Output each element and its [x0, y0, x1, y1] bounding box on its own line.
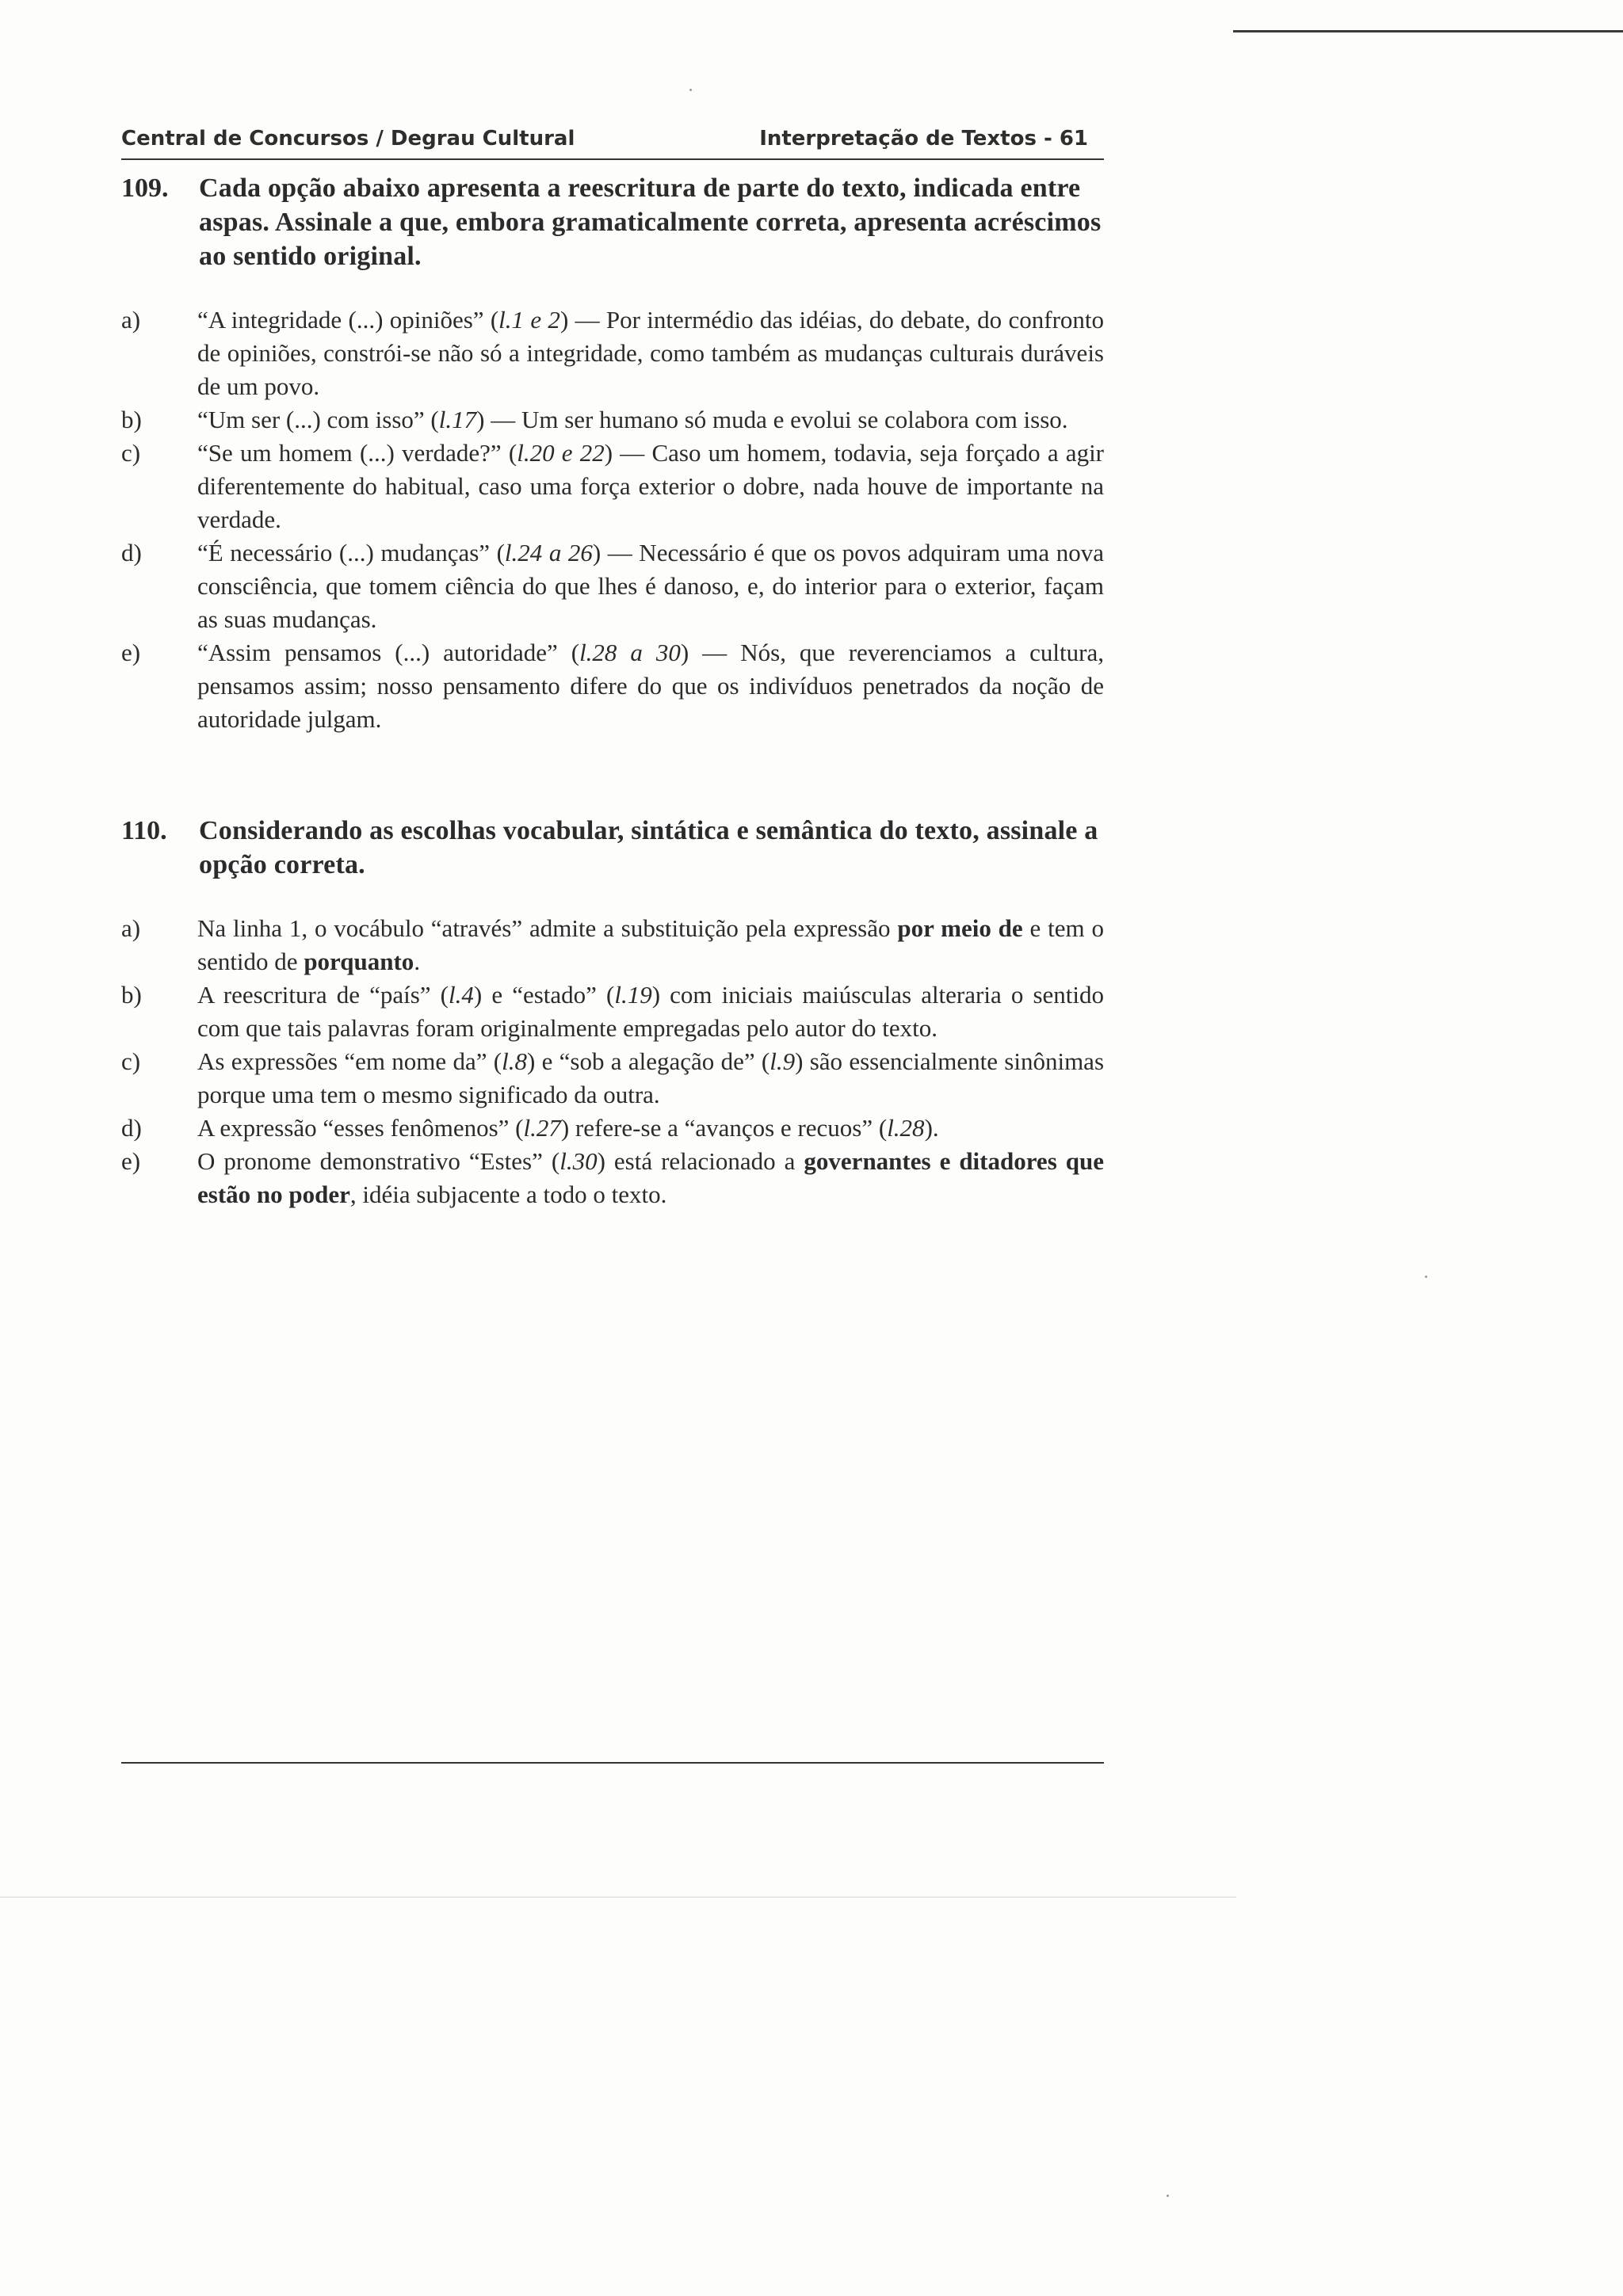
page-header	[121, 127, 1104, 160]
bold-term: governantes e ditadores que estão no poder	[197, 1147, 1104, 1208]
option-c	[121, 1045, 1104, 1112]
option-text: “Assim pensamos (...) autoridade” (l.28 a 30) — Nós, que reverenciamos a cultura, pensamos assim; nosso pensamento difere do que os indivíduos penetrados da noção de autoridade julgam.	[197, 639, 1104, 733]
option-a	[121, 303, 1104, 403]
line-reference: l.9	[769, 1047, 796, 1075]
line-reference: l.8	[502, 1047, 527, 1075]
option-text: “Um ser (...) com isso” (l.17) — Um ser humano só muda e evolui se colabora com isso.	[197, 406, 1068, 433]
option-letter: a)	[121, 914, 141, 942]
option-letter: c)	[121, 1047, 141, 1075]
option-e	[121, 1145, 1104, 1211]
line-reference: l.28 a 30	[579, 639, 681, 666]
option-d	[121, 1112, 1104, 1145]
option-text: “Se um homem (...) verdade?” (l.20 e 22) — Caso um homem, todavia, seja forçado a agir diferentemente do habitual, caso uma força exterior o dobre, nada houve de importante na verdade.	[197, 439, 1105, 533]
option-text: O pronome demonstrativo “Estes” (l.30) está relacionado a governantes e ditadores que estão no poder, idéia subjacente a todo o texto.	[197, 1147, 1104, 1208]
scan-speck	[689, 89, 692, 91]
line-reference: l.28	[887, 1114, 925, 1142]
option-c	[121, 437, 1104, 536]
options-list	[121, 912, 1104, 1211]
option-letter: e)	[121, 639, 141, 666]
option-letter: d)	[121, 1114, 142, 1142]
question-109	[121, 171, 1104, 736]
option-d	[121, 536, 1104, 636]
scan-speck	[1425, 1276, 1427, 1278]
option-b	[121, 978, 1104, 1045]
line-reference: l.27	[523, 1114, 561, 1142]
option-letter: c)	[121, 439, 141, 467]
option-letter: b)	[121, 406, 142, 433]
bold-term: por meio de	[897, 914, 1023, 942]
line-reference: l.24 a 26	[504, 539, 593, 566]
line-reference: l.4	[449, 981, 474, 1009]
option-letter: b)	[121, 981, 142, 1009]
line-reference: l.20 e 22	[517, 439, 605, 467]
question-prompt: Cada opção abaixo apresenta a reescritura de parte do texto, indicada entre aspas. Assinale a que, embora gramaticalmente correta, apresenta acréscimos ao sentido original.	[199, 174, 1102, 271]
option-letter: d)	[121, 539, 142, 566]
question-110	[121, 814, 1104, 1211]
bold-term: porquanto	[304, 948, 414, 975]
question-prompt: Considerando as escolhas vocabular, sintática e semântica do texto, assinale a opção correta.	[199, 816, 1098, 879]
options-list	[121, 303, 1104, 736]
line-reference: l.17	[438, 406, 477, 433]
line-reference: l.1 e 2	[498, 306, 560, 334]
option-text: “É necessário (...) mudanças” (l.24 a 26) — Necessário é que os povos adquiram uma nova consciência, que tomem ciência do que lhes é danoso, e, do interior para o exterior, façam as suas mudanças.	[197, 539, 1104, 633]
option-letter: e)	[121, 1147, 141, 1175]
option-text: As expressões “em nome da” (l.8) e “sob a alegação de” (l.9) são essencialmente sinônimas porque uma tem o mesmo significado da outra.	[197, 1047, 1105, 1108]
scan-edge-line	[1233, 30, 1623, 32]
option-text: Na linha 1, o vocábulo “através” admite a substituição pela expressão por meio de e tem o sentido de porquanto.	[197, 914, 1105, 975]
document-page	[121, 127, 1104, 1211]
option-text: A expressão “esses fenômenos” (l.27) refere-se a “avanços e recuos” (l.28).	[197, 1114, 939, 1142]
option-letter: a)	[121, 306, 141, 334]
line-reference: l.30	[559, 1147, 598, 1175]
question-number: 110.	[121, 816, 167, 845]
scan-speck	[1167, 2195, 1169, 2197]
option-text: A reescritura de “país” (l.4) e “estado” (l.19) com iniciais maiúsculas alteraria o sentido com que tais palavras foram originalmente empregadas pelo autor do texto.	[197, 981, 1104, 1042]
header-publisher: Central de Concursos / Degrau Cultural	[121, 127, 575, 151]
option-b	[121, 403, 1104, 437]
option-a	[121, 912, 1104, 978]
option-e	[121, 636, 1104, 736]
line-reference: l.19	[614, 981, 652, 1009]
question-number: 109.	[121, 174, 169, 203]
header-section-page: Interpretação de Textos - 61	[759, 127, 1088, 151]
option-text: “A integridade (...) opiniões” (l.1 e 2) — Por intermédio das idéias, do debate, do confronto de opiniões, constrói-se não só a integridade, como também as mudanças culturais duráveis de um povo.	[197, 306, 1104, 400]
footer-rule	[121, 1762, 1104, 1764]
